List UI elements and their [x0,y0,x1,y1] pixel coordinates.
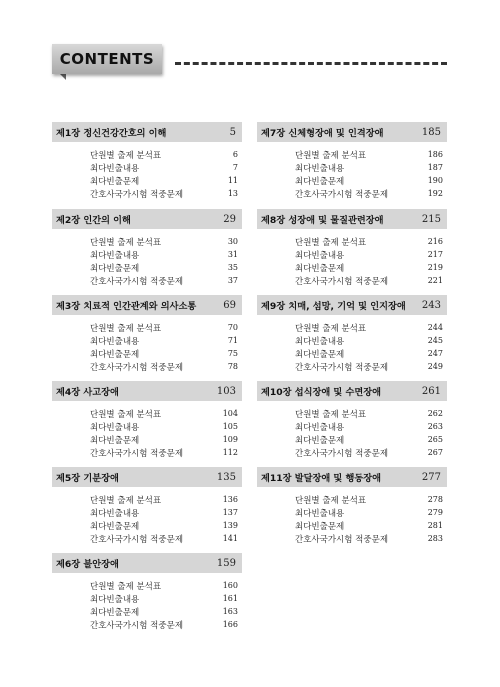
toc-entry[interactable] [257,235,447,248]
toc-entry[interactable] [52,347,242,360]
toc-entry-label: 최다빈출문제 [90,521,140,532]
toc-entry-page: 245 [427,336,443,345]
toc-entry-page: 13 [227,189,238,198]
toc-entry-page: 160 [222,581,238,590]
toc-entry-page: 11 [227,176,238,185]
toc-entry-label: 단원별 출제 분석표 [295,495,367,506]
toc-entry-label: 최다빈출문제 [90,435,140,446]
toc-entry-page: 187 [427,163,443,172]
chapter-title: 제1장 정신건강간호의 이해 [56,128,167,139]
chapter-header[interactable] [257,209,447,229]
chapter-page: 159 [216,557,236,569]
toc-entry[interactable] [257,187,447,200]
chapter-title: 제8장 성장애 및 물질관련장애 [261,215,384,226]
toc-entry-label: 최다빈출내용 [295,250,345,261]
toc-entry-page: 104 [222,409,238,418]
toc-entry-page: 139 [222,521,238,530]
toc-entry-label: 최다빈출내용 [90,594,140,605]
contents-title: CONTENTS [59,50,155,68]
toc-entry[interactable] [257,274,447,287]
toc-entry-label: 최다빈출내용 [90,250,140,261]
chapter-block [257,381,447,459]
toc-entry-page: 279 [427,508,443,517]
chapter-title: 제3장 치료적 인간관계와 의사소통 [56,301,197,312]
toc-entry[interactable] [52,433,242,446]
toc-entry-label: 간호사국가시험 적중문제 [90,276,184,287]
toc-entry-label: 단원별 출제 분석표 [295,409,367,420]
chapter-header[interactable] [52,295,242,315]
toc-entry-label: 간호사국가시험 적중문제 [295,362,389,373]
toc-entry[interactable] [52,446,242,459]
toc-entry-page: 265 [427,435,443,444]
chapter-block [52,122,242,200]
toc-entry[interactable] [52,248,242,261]
toc-entry[interactable] [257,407,447,420]
toc-entry-page: 221 [427,276,443,285]
toc-entry-label: 최다빈출내용 [295,508,345,519]
toc-entry-page: 281 [427,521,443,530]
chapter-block [52,295,242,373]
toc-entry[interactable] [52,420,242,433]
toc-entry-page: 166 [222,620,238,629]
toc-entry[interactable] [257,446,447,459]
toc-entry-page: 71 [227,336,238,345]
toc-entry[interactable] [52,334,242,347]
chapter-page: 69 [223,299,236,311]
toc-entry-page: 161 [222,594,238,603]
toc-entry-label: 간호사국가시험 적중문제 [90,362,184,373]
chapter-title: 제9장 치매, 섬망, 기억 및 인지장애 [261,301,406,312]
toc-entry-page: 247 [427,349,443,358]
chapter-header[interactable] [257,295,447,315]
chapter-title: 제5장 기분장애 [56,473,119,484]
chapter-block [257,122,447,200]
toc-entry[interactable] [257,334,447,347]
toc-entry-page: 70 [227,323,238,332]
chapter-block [52,553,242,631]
toc-entry-label: 최다빈출문제 [90,349,140,360]
chapter-block [52,381,242,459]
toc-entry-page: 35 [227,263,238,272]
toc-entry-label: 최다빈출문제 [295,349,345,360]
toc-entry[interactable] [52,506,242,519]
toc-entry-label: 최다빈출문제 [90,176,140,187]
chapter-title: 제10장 섭식장애 및 수면장애 [261,387,382,398]
toc-entry-page: 105 [222,422,238,431]
toc-entry-label: 단원별 출제 분석표 [90,150,162,161]
toc-entry-page: 244 [427,323,443,332]
toc-entry[interactable] [52,161,242,174]
toc-entry[interactable] [52,519,242,532]
chapter-title: 제11장 발달장애 및 행동장애 [261,473,382,484]
toc-entry-label: 간호사국가시험 적중문제 [295,448,389,459]
toc-entry-page: 30 [227,237,238,246]
dashed-divider [175,62,447,65]
toc-entry-label: 최다빈출문제 [295,521,345,532]
toc-entry[interactable] [257,347,447,360]
toc-entry-page: 219 [427,263,443,272]
toc-entry-label: 단원별 출제 분석표 [90,495,162,506]
toc-entry-page: 31 [227,250,238,259]
toc-entry[interactable] [52,493,242,506]
toc-entry[interactable] [257,321,447,334]
toc-entry[interactable] [52,407,242,420]
chapter-page: 277 [421,471,441,483]
toc-entry[interactable] [52,605,242,618]
chapter-block [257,295,447,373]
toc-entry[interactable] [257,433,447,446]
toc-entry-page: 192 [427,189,443,198]
toc-entry-page: 6 [232,150,238,159]
toc-entry[interactable] [52,261,242,274]
toc-entry-label: 간호사국가시험 적중문제 [90,448,184,459]
chapter-block [52,209,242,287]
chapter-block [52,467,242,545]
toc-entry-label: 단원별 출제 분석표 [90,581,162,592]
toc-entry[interactable] [257,420,447,433]
toc-entry-page: 263 [427,422,443,431]
toc-entry-page: 109 [222,435,238,444]
chapter-page: 29 [223,213,236,225]
chapter-block [257,209,447,287]
toc-entry-label: 간호사국가시험 적중문제 [295,534,389,545]
chapter-header[interactable] [52,209,242,229]
chapter-title: 제4장 사고장애 [56,387,119,398]
toc-entry[interactable] [52,579,242,592]
toc-entry-page: 78 [227,362,238,371]
toc-entry-label: 최다빈출내용 [295,422,345,433]
toc-entry[interactable] [257,519,447,532]
chapter-page: 5 [229,126,236,138]
chapter-title: 제6장 불안장애 [56,559,119,570]
chapter-block [257,467,447,545]
toc-entry-page: 267 [427,448,443,457]
toc-entry[interactable] [52,148,242,161]
toc-entry-label: 단원별 출제 분석표 [295,323,367,334]
toc-entry-label: 단원별 출제 분석표 [90,409,162,420]
chapter-page: 243 [421,299,441,311]
toc-entry-label: 최다빈출내용 [90,163,140,174]
toc-entry-page: 186 [427,150,443,159]
toc-entry[interactable] [52,235,242,248]
chapter-header[interactable] [52,122,242,142]
toc-entry-page: 7 [232,163,238,172]
toc-entry-page: 283 [427,534,443,543]
chapter-title: 제2장 인간의 이해 [56,215,131,226]
toc-entry-page: 37 [227,276,238,285]
toc-entry-page: 217 [427,250,443,259]
toc-entry-label: 최다빈출내용 [295,336,345,347]
toc-entry-label: 단원별 출제 분석표 [295,150,367,161]
chapter-page: 261 [421,385,441,397]
toc-entry-label: 단원별 출제 분석표 [90,323,162,334]
toc-entry[interactable] [52,321,242,334]
toc-entry[interactable] [257,148,447,161]
toc-entry-label: 간호사국가시험 적중문제 [295,276,389,287]
toc-entry-label: 최다빈출문제 [295,176,345,187]
toc-entry-label: 최다빈출문제 [90,607,140,618]
chapter-page: 103 [216,385,236,397]
toc-entry[interactable] [52,174,242,187]
toc-entry-page: 262 [427,409,443,418]
toc-entry[interactable] [52,187,242,200]
chapter-page: 215 [421,213,441,225]
toc-entry-label: 간호사국가시험 적중문제 [90,189,184,200]
toc-entry-label: 간호사국가시험 적중문제 [90,534,184,545]
chapter-header[interactable] [257,122,447,142]
chapter-header[interactable] [257,467,447,487]
toc-entry[interactable] [257,161,447,174]
toc-entry-page: 112 [222,448,238,457]
chapter-page: 135 [216,471,236,483]
toc-entry[interactable] [52,592,242,605]
toc-entry[interactable] [257,532,447,545]
banner-box [52,44,162,74]
toc-entry-page: 137 [222,508,238,517]
toc-entry[interactable] [257,506,447,519]
chapter-title: 제7장 신체형장애 및 인격장애 [261,128,384,139]
toc-entry[interactable] [257,360,447,373]
toc-entry[interactable] [52,360,242,373]
toc-entry[interactable] [257,248,447,261]
toc-entry-label: 단원별 출제 분석표 [295,237,367,248]
toc-entry-label: 최다빈출문제 [295,263,345,274]
contents-banner [52,44,162,80]
toc-entry[interactable] [52,532,242,545]
toc-entry-page: 216 [427,237,443,246]
toc-entry[interactable] [52,274,242,287]
toc-entry-label: 최다빈출문제 [90,263,140,274]
toc-entry-label: 단원별 출제 분석표 [90,237,162,248]
chapter-header[interactable] [52,381,242,401]
toc-entry-page: 163 [222,607,238,616]
chapter-header[interactable] [257,381,447,401]
chapter-page: 185 [421,126,441,138]
toc-entry-page: 75 [227,349,238,358]
toc-entry-label: 최다빈출내용 [90,422,140,433]
toc-entry[interactable] [257,261,447,274]
toc-entry-page: 136 [222,495,238,504]
toc-entry-page: 141 [222,534,238,543]
toc-entry[interactable] [257,493,447,506]
toc-entry-label: 간호사국가시험 적중문제 [295,189,389,200]
toc-entry-page: 249 [427,362,443,371]
toc-entry-label: 최다빈출내용 [90,508,140,519]
toc-entry-page: 278 [427,495,443,504]
toc-entry[interactable] [257,174,447,187]
toc-entry-label: 간호사국가시험 적중문제 [90,620,184,631]
toc-entry[interactable] [52,618,242,631]
toc-entry-label: 최다빈출내용 [90,336,140,347]
chapter-header[interactable] [52,467,242,487]
toc-entry-page: 190 [427,176,443,185]
chapter-header[interactable] [52,553,242,573]
toc-entry-label: 최다빈출문제 [295,435,345,446]
toc-entry-label: 최다빈출내용 [295,163,345,174]
